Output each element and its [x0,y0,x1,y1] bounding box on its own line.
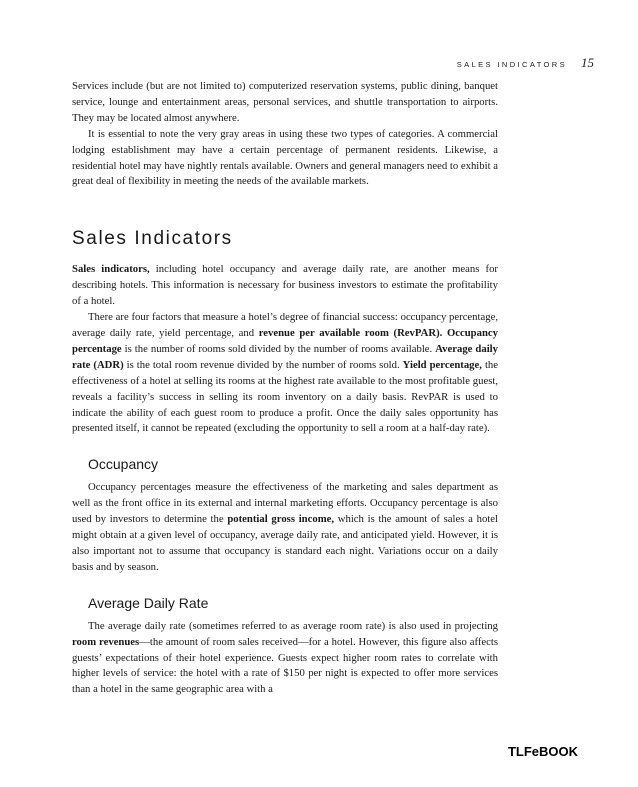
footer-tag: TLFeBOOK [507,744,578,759]
occupancy-paragraph: Occupancy percentages measure the effectiveness of the marketing and sales department as well as the front office in its external and internal marketing efforts. Occupancy percentage is also used by investors to determine the potential gross income, which is the amount of sales a hotel might obtain at a given level of occupancy, average daily rate, and anticipated yield. However, it is also important not to assume that occupancy is standard each night. Variations occur on a daily basis and by season. [72,481,498,573]
sales-indicators-paragraph-2: There are four factors that measure a hotel’s degree of financial success: occupancy percentage, average daily rate, yield percentage, and revenue per available room (RevPAR). Occupancy percentage is the number of rooms sold divided by the number of rooms available. Average daily rate (ADR) is the total room revenue divided by the number of rooms sold. Yield percentage, the effectiveness of a hotel at selling its rooms at the highest rate available to the most profitable guest, reveals a facility’s success in selling its room inventory on a daily basis. RevPAR is used to indicate the ability of each guest room to produce a profit. Once the daily sales opportunity has presented itself, it cannot be repeated (excluding the opportunity to sell a room at a half-day rate). [72,311,499,435]
bold-term: Average daily rate (ADR) [72,342,498,371]
bold-term: potential gross income, [227,513,335,526]
subsection-heading-occupancy: Occupancy [88,456,159,473]
sales-indicators-paragraph-1: Sales indicators, including hotel occupancy and average daily rate, are another means for describing hotels. This information is necessary for business investors to estimate the profitability of a hotel. [72,263,498,308]
section-heading-sales-indicators: Sales Indicators [72,228,233,250]
bold-term: Yield percentage, [402,358,482,371]
page-body [72,79,498,698]
average-daily-rate-paragraph: The average daily rate (sometimes referred to as average room rate) is also used in projecting room revenues—the amount of room sales received—for a hotel. However, this figure also affects guests’ expectations of their hotel experience. Guests expect higher room rates to correlate with higher levels of service: the hotel with a rate of $150 per night is expected to offer more services than a hotel in the same geographic area with a [72,619,499,696]
bold-term: room revenues [72,635,140,648]
intro-paragraph-1: Services include (but are not limited to) computerized reservation systems, public dining, banquet service, lounge and entertainment areas, personal services, and shuttle transportation to airports. They may be located almost anywhere. [72,80,498,124]
bold-term: Sales indicators, [72,263,150,276]
page-number: 15 [581,55,594,70]
subsection-heading-average-daily-rate: Average Daily Rate [88,594,209,611]
running-head: SALES INDICATORS [456,60,567,69]
bold-term: revenue per available room (RevPAR). [258,326,443,339]
page-header [457,55,594,71]
bold-term: Occupancy percentage [72,326,499,355]
intro-paragraph-2: It is essential to note the very gray areas in using these two types of categories. A commercial lodging establishment may have a certain percentage of permanent residents. Likewise, a residential hotel may have nightly rentals available. Owners and general managers need to exhibit a great deal of flexibility in meeting the needs of the available markets. [72,127,498,188]
